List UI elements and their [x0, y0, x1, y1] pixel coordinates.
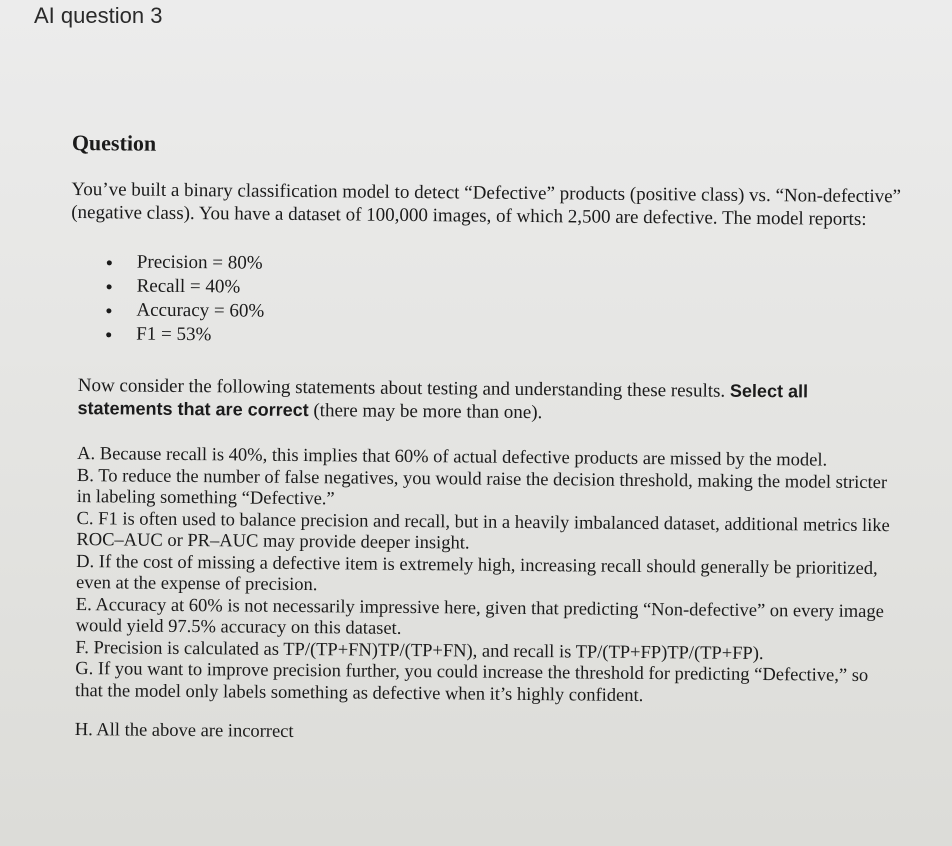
option-h: H. All the above are incorrect: [74, 720, 294, 742]
question-intro: You’ve built a binary classification model to detect “Defective” products (positive class) vs. “Non-defective” (negative class). You have a dataset of 100,000 images, of which 2,500 are defective. The model reports:: [71, 178, 902, 230]
option-c: C. F1 is often used to balance precision and recall, but in a heavily imbalanced dataset, additional metrics like ROC–AUC or PR–AUC may provide deeper insight.: [76, 508, 890, 554]
option-d: D. If the cost of missing a defective item is extremely high, increasing recall should generally be prioritized, even at the expense of precision.: [75, 551, 878, 596]
page-title: AI question 3: [34, 3, 163, 28]
metric-accuracy: Accuracy = 60%: [106, 298, 900, 329]
metric-precision: Precision = 80%: [107, 250, 901, 281]
metrics-list: [70, 250, 901, 353]
options-list: [75, 444, 900, 749]
instructions-note: (there may be more than one).: [308, 400, 543, 424]
question-content: [67, 130, 902, 749]
option-b: B. To reduce the number of false negatives, you would raise the decision threshold, making the model stricter in labeling something “Defective.”: [76, 465, 888, 510]
metric-recall: Recall = 40%: [107, 274, 901, 305]
instructions-text: Now consider the following statements about testing and understanding these results.: [77, 375, 731, 402]
option-f: F. Precision is calculated as TP/(TP+FN)TP/(TP+FN), and recall is TP/(TP+FP)TP/(TP+FP).: [75, 637, 764, 664]
question-heading: Question: [71, 130, 157, 156]
option-a: A. Because recall is 40%, this implies that 60% of actual defective products are missed by the model.: [77, 444, 828, 471]
metric-f1: F1 = 53%: [106, 322, 900, 353]
instructions: [77, 374, 899, 427]
option-e: E. Accuracy at 60% is not necessarily impressive here, given that predicting “Non-defective” on every image would yield 97.5% accuracy on this dataset.: [75, 594, 884, 639]
instructions-emphasis: Select all statements that are correct: [77, 380, 809, 421]
option-g: G. If you want to improve precision further, you could increase the threshold for predicting “Defective,” so that the model only labels something as defective when it’s highly confident.: [75, 659, 869, 706]
